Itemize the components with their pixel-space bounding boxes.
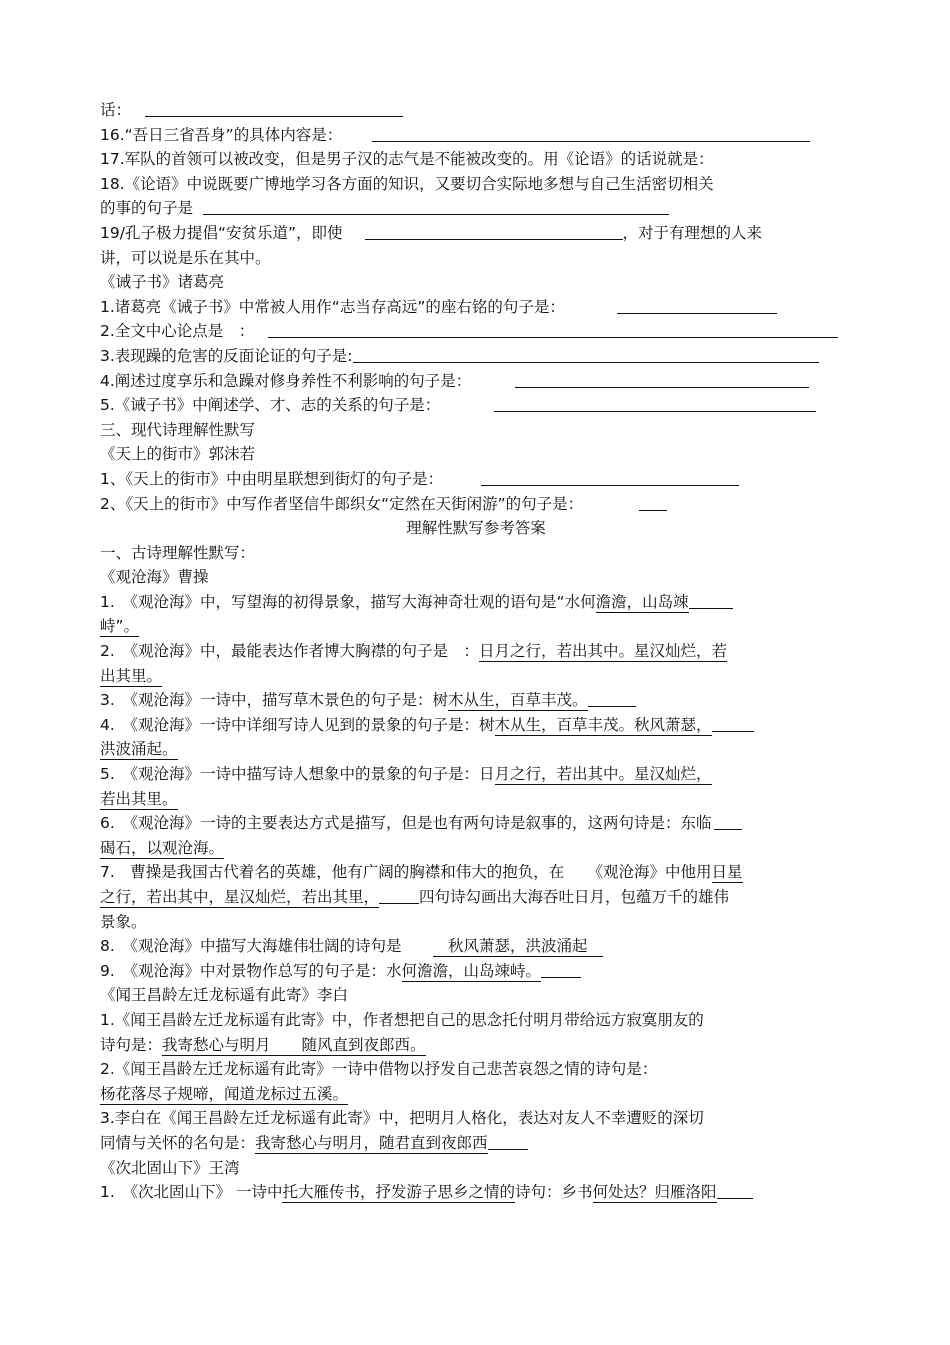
answer-blank[interactable]: [353, 346, 819, 363]
answer-text: 出其里。: [100, 666, 163, 685]
text-line: [100, 590, 852, 615]
question-text: 1. 《观沧海》中，写望海的初得景象，描写大海神奇壮观的语句是“水何: [100, 592, 596, 611]
answer-blank[interactable]: [203, 198, 669, 215]
question-text: 2. 《观沧海》中，最能表达作者博大胸襟的句子是 ：: [100, 642, 480, 661]
answer-blank[interactable]: [712, 715, 754, 732]
answer-text: 日星: [711, 863, 743, 882]
answer-text: 之行，若出其中，星汉灿烂，若出其里，: [100, 888, 380, 906]
text-line: [100, 1008, 852, 1033]
text-line: [100, 1082, 852, 1107]
question-text: 6. 《观沧海》一诗的主要表达方式是描写，但是也有两句诗是叙事的，这两句诗是：东临: [100, 814, 712, 833]
question-text: 诗句：乡书: [514, 1183, 593, 1202]
text-line: [100, 836, 852, 861]
answer-text: 洪波涌起。: [100, 740, 178, 759]
text-line: [100, 811, 852, 836]
text-line: [100, 344, 852, 369]
answer-text: 秋风萧瑟，洪波涌起: [432, 937, 604, 956]
text-line: [100, 959, 852, 984]
answer-blank[interactable]: [639, 494, 667, 511]
text-line: [100, 565, 852, 590]
text-line: [100, 1180, 852, 1205]
question-text: 2、《天上的街市》中写作者坚信牛郎织女“定然在天街闲游”的句子是：: [100, 494, 584, 513]
question-text: 同情与关怀的名句是：: [100, 1133, 256, 1152]
question-text: 话：: [100, 101, 132, 119]
text-line: [100, 295, 852, 320]
text-line: [100, 983, 852, 1008]
question-text: 《次北固山下》王湾: [100, 1158, 240, 1177]
text-line: [100, 98, 852, 123]
answer-text: 若出其里。: [100, 789, 178, 808]
answer-blank[interactable]: [268, 321, 838, 338]
question-text: 理解性默写参考答案: [406, 519, 546, 538]
answer-text: 杨花落尽子规啼，闻道龙标过五溪。: [100, 1084, 349, 1103]
text-line: [100, 541, 852, 566]
question-text: 《观沧海》曹操: [100, 568, 209, 587]
answer-blank[interactable]: [588, 690, 636, 707]
text-line: [100, 393, 852, 418]
text-line: [100, 787, 852, 812]
text-line: [100, 221, 852, 246]
question-text: 3.李白在《闻王昌龄左迁龙标遥有此寄》中，把明月人格化，表达对友人不幸遭贬的深切: [100, 1109, 704, 1128]
answer-blank[interactable]: [481, 469, 739, 486]
answer-blank[interactable]: [617, 297, 777, 314]
text-line: [100, 369, 852, 394]
answer-blank[interactable]: [494, 395, 816, 412]
question-text: 讲，可以说是乐在其中。: [100, 248, 271, 267]
text-line: [100, 418, 852, 443]
text-line: [100, 885, 852, 910]
answer-blank[interactable]: [541, 961, 581, 978]
question-text: 1.《闻王昌龄左迁龙标遥有此寄》中，作者想把自己的思念托付明月带给远方寂寞朋友的: [100, 1010, 704, 1029]
question-text: 4.阐述过度享乐和急躁对修身养性不利影响的句子是：: [100, 371, 472, 390]
text-line: [100, 737, 852, 762]
text-line: [100, 713, 852, 738]
question-text: 1.诸葛亮《诫子书》中常被人用作“志当存高远”的座右铭的句子是：: [100, 297, 565, 316]
answer-blank[interactable]: [689, 592, 733, 609]
text-line: [100, 910, 852, 935]
question-text: 7. 曹操是我国古代着名的英雄，他有广阔的胸襟和伟大的抱负，在 《观沧海》中他用: [100, 863, 712, 882]
question-text: 5.《诫子书》中阐述学、才、志的关系的句子是：: [100, 396, 441, 415]
answer-text: 碣石，以观沧海。: [100, 838, 225, 857]
answer-blank[interactable]: [372, 125, 810, 142]
text-line: [100, 172, 852, 197]
question-text: 景象。: [100, 912, 147, 931]
text-line: [100, 860, 852, 885]
question-text: 9. 《观沧海》中对景物作总写的句子是：水: [100, 961, 402, 980]
question-text: 5. 《观沧海》一诗中描写诗人想象中的景象的句子是：日: [100, 765, 495, 784]
question-text: 《闻王昌龄左迁龙标遥有此寄》李白: [100, 986, 349, 1005]
question-text: 18.《论语》中说既要广博地学习各方面的知识，又要切合实际地多想与自己生活密切相关: [100, 174, 714, 193]
question-text: 16.“吾日三省吾身”的具体内容是：: [100, 125, 343, 144]
text-line: [100, 614, 852, 639]
answer-blank[interactable]: [515, 371, 809, 388]
text-line: [100, 688, 852, 713]
answer-blank[interactable]: [714, 813, 742, 830]
answer-section-title: [100, 516, 852, 541]
question-text: 2.全文中心论点是 ：: [100, 322, 255, 341]
question-text: 《诫子书》诸葛亮: [100, 273, 225, 292]
question-text: ，对于有理想的人来: [622, 223, 763, 242]
question-text: 诗句是：: [100, 1035, 163, 1054]
answer-text: 峙”。: [100, 617, 140, 636]
text-line: [100, 934, 852, 959]
question-text: 三、现代诗理解性默写: [100, 420, 256, 439]
question-text: 8. 《观沧海》中描写大海雄伟壮阔的诗句是: [100, 937, 433, 956]
answer-text: 何处达？归雁洛阳: [592, 1183, 717, 1202]
question-text: 《天上的街市》郭沫若: [100, 445, 256, 464]
answer-text: 何澹澹，山岛竦峙。: [401, 961, 542, 980]
question-text: 4. 《观沧海》一诗中详细写诗人见到的景象的句子是：树: [100, 715, 495, 734]
text-line: [100, 1033, 852, 1058]
text-line: [100, 1131, 852, 1156]
answer-text: 木从生，百草丰茂。: [448, 691, 588, 710]
text-line: [100, 1106, 852, 1131]
text-line: [100, 319, 852, 344]
text-line: [100, 1057, 852, 1082]
question-text: 17.军队的首领可以被改变，但是男子汉的志气是不能被改变的。用《论语》的话说就是：: [100, 150, 714, 169]
text-line: [100, 664, 852, 689]
text-line: [100, 196, 852, 221]
answer-text: 澹澹，山岛竦: [595, 592, 689, 611]
document-page: [100, 98, 852, 1205]
answer-text: 日月之行，若出其中。星汉灿烂，若: [479, 642, 728, 661]
question-text: 19/孔子极力提倡“安贫乐道”，即使: [100, 223, 343, 242]
text-line: [100, 270, 852, 295]
text-line: [100, 1156, 852, 1181]
text-line: [100, 123, 852, 148]
text-line: [100, 492, 852, 517]
answer-blank[interactable]: [365, 223, 623, 240]
answer-text: 托大雁传书，抒发游子思乡之情的: [282, 1183, 515, 1202]
question-text: 的事的句子是: [100, 199, 194, 218]
text-line: [100, 762, 852, 787]
question-text: 四句诗勾画出大海吞吐日月，包蕴万千的雄伟: [419, 888, 730, 906]
question-text: 3. 《观沧海》一诗中，描写草木景色的句子是：树: [100, 691, 449, 710]
text-line: [100, 467, 852, 492]
text-line: [100, 442, 852, 467]
answer-text: 月之行，若出其中。星汉灿烂，: [494, 765, 712, 784]
question-text: 2.《闻王昌龄左迁龙标遥有此寄》一诗中借物以抒发自己悲苦哀怨之情的诗句是：: [100, 1060, 658, 1079]
answer-text: 木从生，百草丰茂。秋风萧瑟，: [494, 715, 712, 734]
question-text: 1、《天上的街市》中由明星联想到街灯的句子是：: [100, 469, 444, 488]
answer-blank[interactable]: [717, 1182, 753, 1199]
text-line: [100, 639, 852, 664]
text-line: [100, 147, 852, 172]
answer-text: 我寄愁心与明月 随风直到夜郎西。: [162, 1035, 426, 1054]
question-text: 一、古诗理解性默写：: [100, 543, 256, 562]
answer-blank[interactable]: [379, 887, 419, 904]
answer-blank[interactable]: [488, 1133, 528, 1150]
answer-blank[interactable]: [145, 100, 403, 117]
question-text: 1. 《次北固山下》 一诗中: [100, 1183, 283, 1202]
text-line: [100, 246, 852, 271]
answer-text: 我寄愁心与明月，随君直到夜郎西: [255, 1133, 488, 1152]
question-text: 3.表现躁的危害的反面论证的句子是:: [100, 346, 353, 365]
